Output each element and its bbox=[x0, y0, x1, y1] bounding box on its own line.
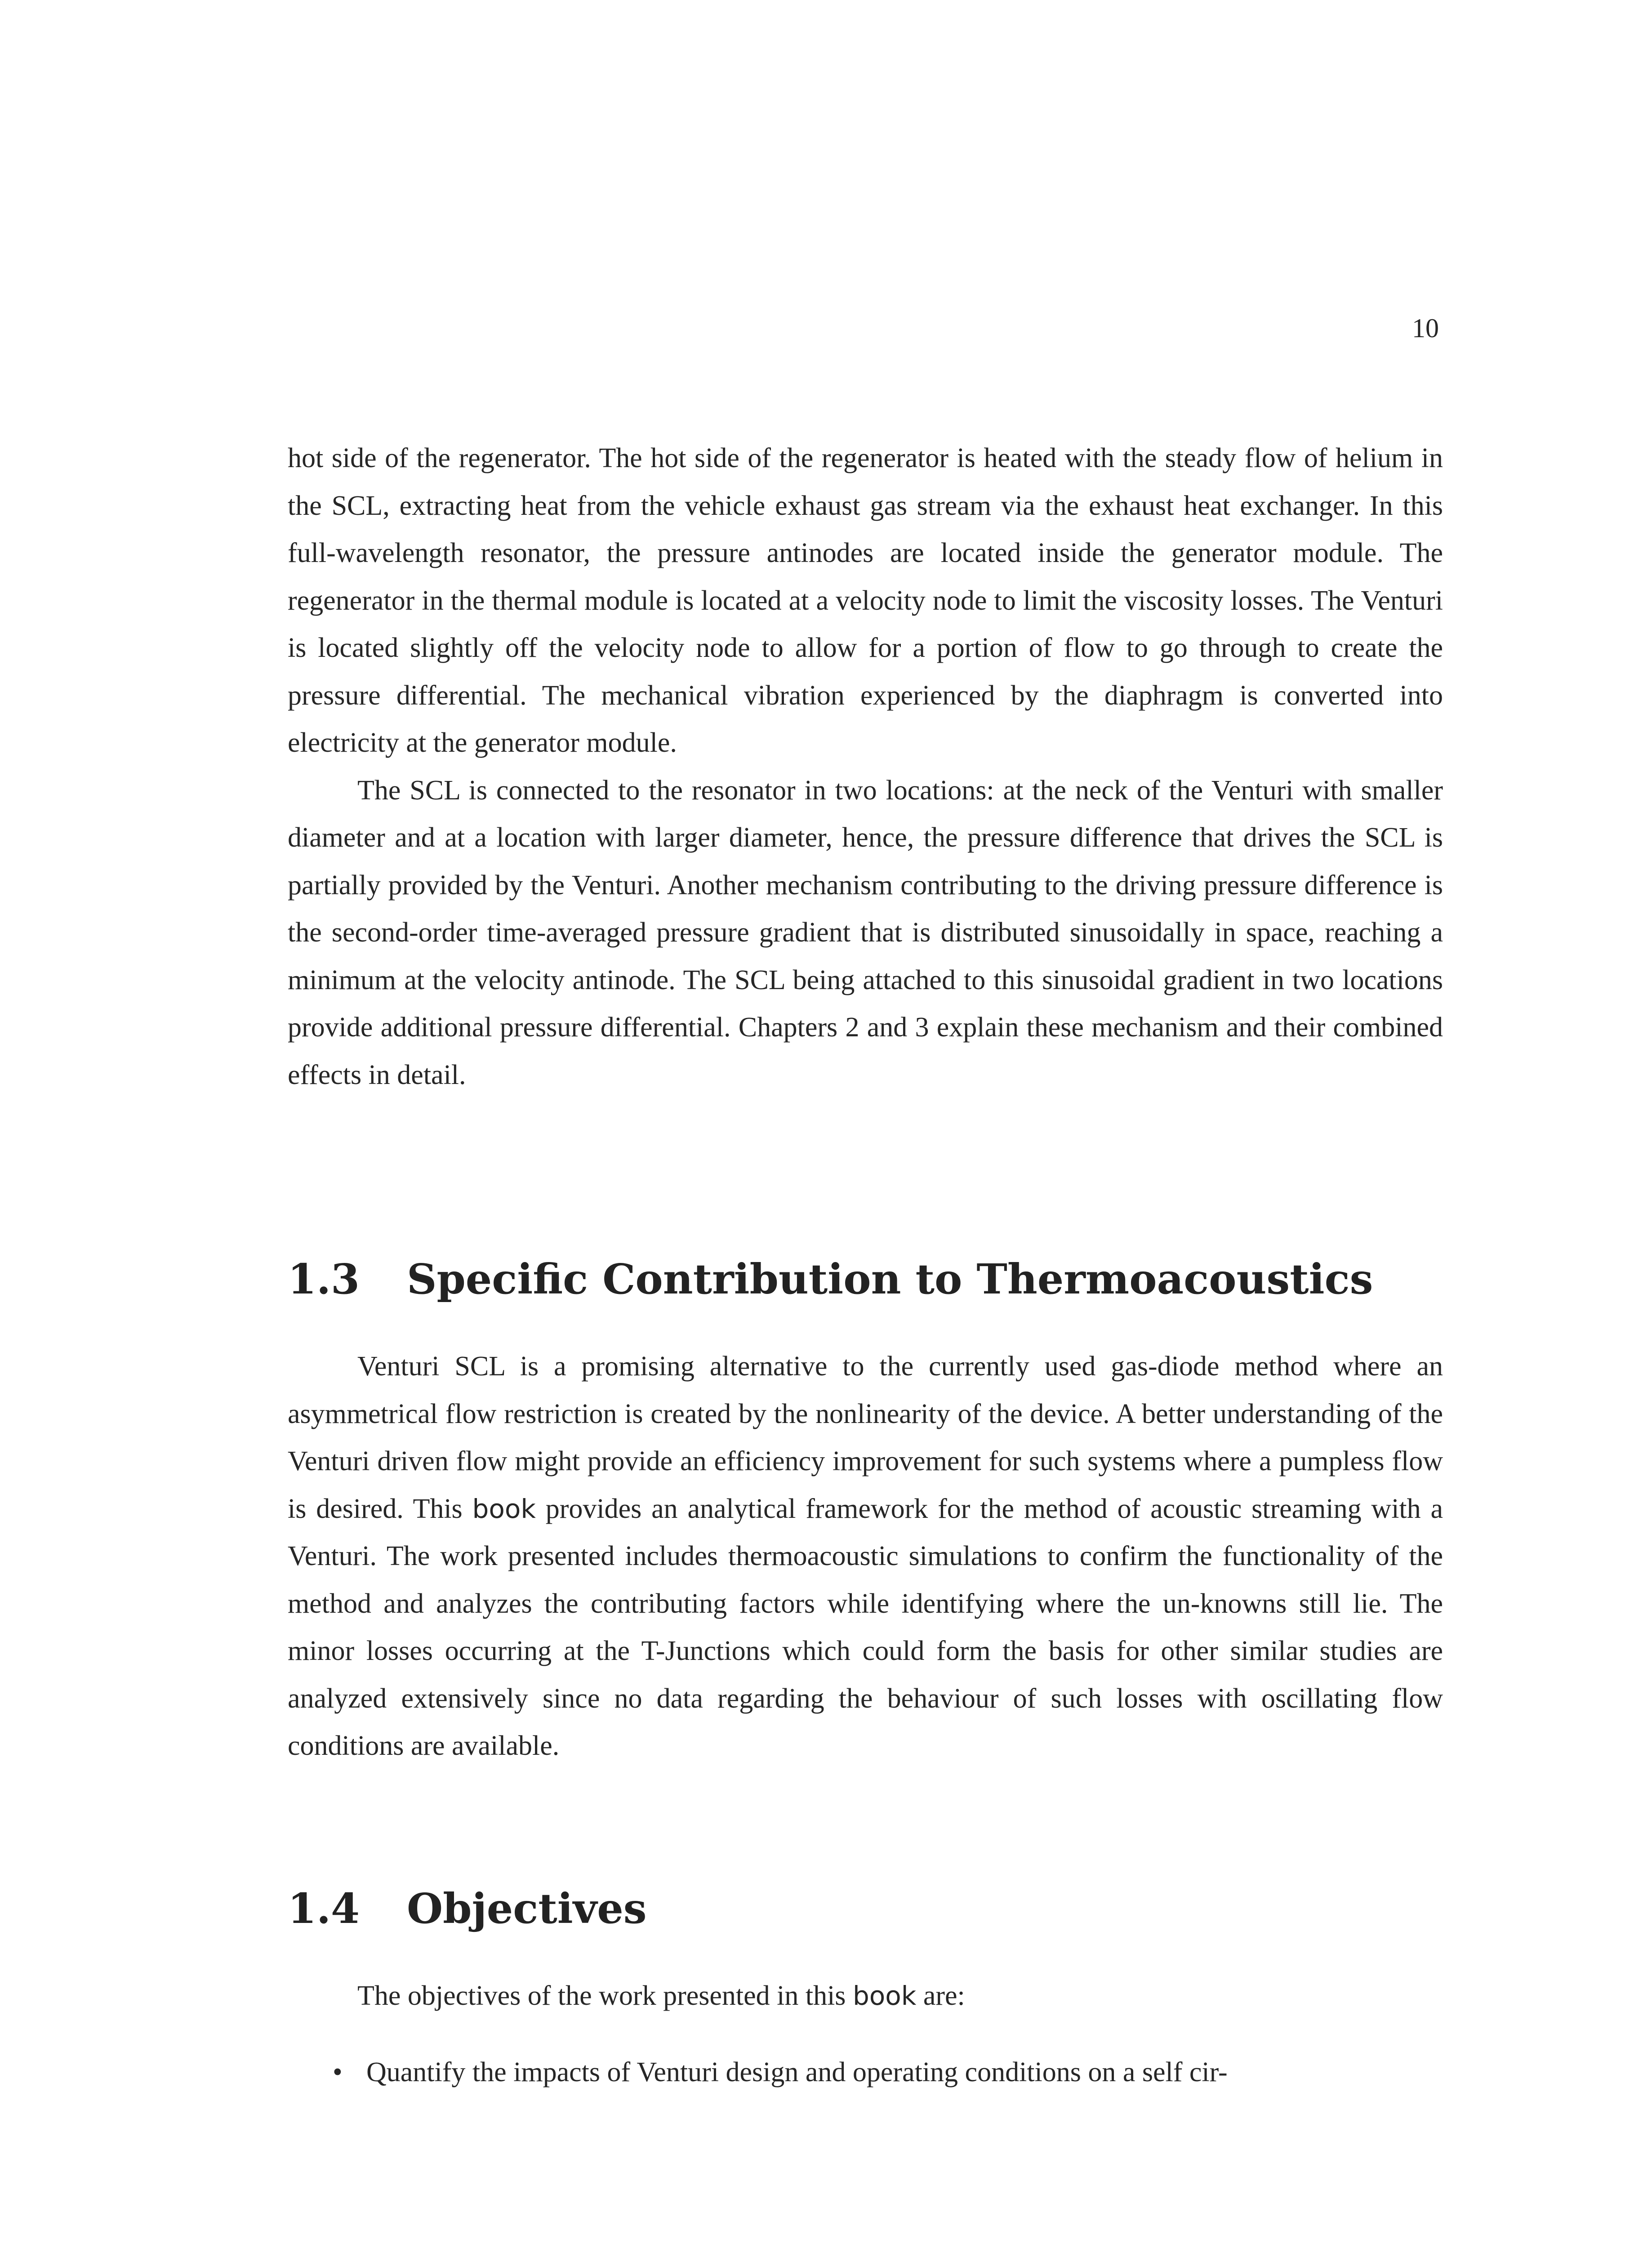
paragraph-text-start: Venturi SCL is a promising alternative to the currently used gas-diode method where an asymmetrical flow restriction is created by the nonlinearity of the device. A better understanding of the Venturi driven flow might provide an efficiency improvement for such systems where a pumpless flow is desired. This bbox=[288, 1351, 1443, 1524]
section-title: Specific Contribution to Thermoacoustics bbox=[407, 1255, 1373, 1303]
objectives-intro-start: The objectives of the work presented in this bbox=[357, 1980, 846, 2011]
section-title: Objectives bbox=[407, 1884, 647, 1933]
objectives-intro-end: are: bbox=[923, 1980, 965, 2011]
highlight-word: book bbox=[472, 1493, 536, 1524]
highlight-word: book bbox=[852, 1980, 917, 2011]
page-number: 10 bbox=[1412, 313, 1439, 343]
section-number: 1.3 bbox=[288, 1255, 360, 1303]
intro-paragraph-2: The SCL is connected to the resonator in two locations: at the neck of the Venturi with smaller diameter and at a location with larger diameter, hence, the pressure difference that drives the SCL is partially provided by the Venturi. Another mechanism contributing to the driving pressure difference is the second-order time-averaged pressure gradient that is distributed sinusoidally in space, reaching a minimum at the velocity antinode. The SCL being attached to this sinusoidal gradient in two locations provide additional pressure differential. Chapters 2 and 3 explain these mechanism and their combined effects in detail. bbox=[288, 775, 1443, 1090]
objectives-intro bbox=[288, 1972, 1443, 2020]
section-1-3-paragraph bbox=[288, 1343, 1443, 1770]
intro-text bbox=[288, 435, 1443, 1099]
list-item bbox=[288, 2049, 1443, 2096]
intro-paragraph-1: hot side of the regenerator. The hot side of the regenerator is heated with the steady flow of helium in the SCL, extracting heat from the vehicle exhaust gas stream via the exhaust heat exchanger. In this full-wavelength resonator, the pressure antinodes are located inside the generator module. The regenerator in the thermal module is located at a velocity node to limit the viscosity losses. The Venturi is located slightly off the velocity node to allow for a portion of flow to go through to create the pressure differential. The mechanical vibration experienced by the diaphragm is converted into electricity at the generator module. bbox=[288, 443, 1443, 758]
section-heading-1-3 bbox=[288, 1252, 1373, 1306]
objectives-list bbox=[288, 2049, 1443, 2096]
section-heading-1-4 bbox=[288, 1882, 647, 1936]
section-1-4-text bbox=[288, 1972, 1443, 2020]
section-number: 1.4 bbox=[288, 1884, 360, 1933]
list-item-text: Quantify the impacts of Venturi design and operating conditions on a self cir- bbox=[366, 2057, 1228, 2087]
paragraph-text-end: provides an analytical framework for the method of acoustic streaming with a Venturi. The work presented includes thermoacoustic simulations to confirm the functionality of the method and analyzes the contributing factors while identifying where the un-knowns still lie. The minor losses occurring at the T-Junctions which could form the basis for other similar studies are analyzed extensively since no data regarding the behaviour of such losses with oscillating flow conditions are available. bbox=[288, 1493, 1443, 1761]
bullet-icon: • bbox=[333, 2057, 343, 2087]
section-1-3-text bbox=[288, 1343, 1443, 1770]
